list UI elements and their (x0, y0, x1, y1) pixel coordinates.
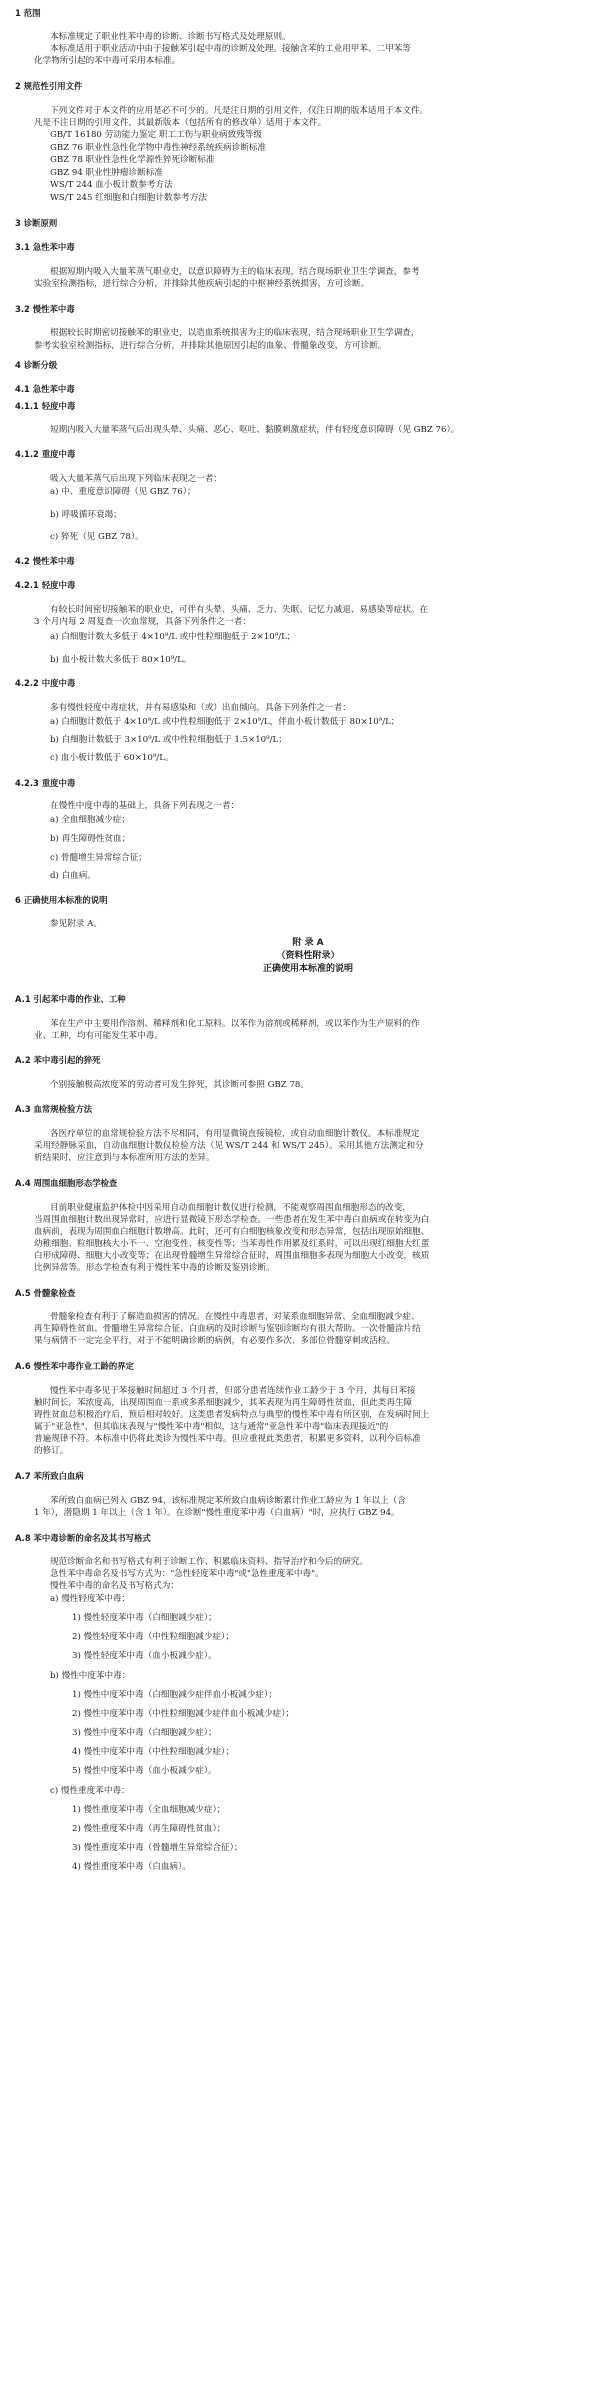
text-line: a) 白细胞计数低于 4×10⁹/L 或中性粒细胞低于 2×10⁹/L，伴血小板计数低于 80×10⁹/L； (50, 717, 400, 727)
text-line: 3) 慢性轻度苯中毒（血小板减少症）。 (72, 1651, 217, 1661)
text-line: 骨髓象检查有利于了解造血损害的情况。在慢性中毒患者，对某系血细胞异常、全血细胞减少症、 (50, 1312, 420, 1322)
section-heading: 4.1.2 重度中毒 (15, 449, 76, 459)
text-line: b) 血小板计数大多低于 80×10⁹/L。 (50, 655, 192, 665)
section-heading: 3.1 急性苯中毒 (15, 242, 75, 252)
text-line: 幼稚细胞、粒细胞核大小不一、空泡变性、核变性等；当苯毒性作用累及红系时，可以出现红细胞大红蛋 (34, 1239, 430, 1249)
text-line: 1 年），潜隐期 1 年以上（含 1 年）。在诊断"慢性重度苯中毒（白血病）"时，应执行 GBZ 94。 (34, 1508, 400, 1518)
text-line: 1) 慢性轻度苯中毒（白细胞减少症）； (72, 1613, 217, 1623)
text-line: a) 中、重度意识障碍（见 GBZ 76）； (50, 487, 196, 497)
text-line: 属于"亚急性"，但其临床表现与"慢性苯中毒"相似，这与通常"亚急性苯中毒"临床表现接近"的 (34, 1422, 389, 1432)
section-heading: 1 范围 (15, 8, 41, 18)
text-line: 触时间长，苯浓度高，出现周围血一系或多系细胞减少，其苯表现为再生障碍性贫血，但此类再生障 (34, 1398, 413, 1408)
text-line: b) 呼吸循环衰竭； (50, 510, 122, 520)
text-line: 根据较长时期密切接触苯的职业史，以造血系统损害为主的临床表现，结合现场职业卫生学调查， (50, 328, 420, 338)
section-heading: 4.1 急性苯中毒 (15, 384, 75, 394)
text-line: 多有慢性轻度中毒症状，并有易感染和（或）出血倾向。具备下列条件之一者： (50, 703, 351, 713)
text-line: GBZ 78 职业性急性化学源性猝死诊断标准 (50, 155, 215, 165)
text-line: 1) 慢性中度苯中毒（白细胞减少症伴血小板减少症）； (72, 1690, 277, 1700)
section-heading: 3.2 慢性苯中毒 (15, 304, 75, 314)
text-line: WS/T 245 红细胞和白细胞计数参考方法 (50, 193, 207, 203)
text-line: 业、工种，均有可能发生苯中毒。 (34, 1031, 163, 1041)
text-line: 短期内吸入大量苯蒸气后出现头晕、头痛、恶心、呕吐、黏膜刺激症状，伴有轻度意识障碍（见 GBZ 76）。 (50, 425, 460, 435)
text-line: 在慢性中度中毒的基础上，具备下列表现之一者： (50, 801, 240, 811)
section-heading: A.6 慢性苯中毒作业工龄的界定 (15, 1361, 135, 1371)
text-line: 规范诊断命名和书写格式有利于诊断工作、积累临床资料、指导治疗和今后的研究。 (50, 1557, 368, 1567)
section-heading: 4.2.2 中度中毒 (15, 678, 76, 688)
section-heading: A.2 苯中毒引起的猝死 (15, 1055, 101, 1065)
text-line: 果与病情不一定完全平行，对于不能明确诊断的病例，有必要作多次、多部位骨髓穿刺或活检。 (34, 1336, 395, 1346)
appendix-title: （资料性附录） (276, 951, 340, 961)
text-line: 苯所致白血病已列入 GBZ 94，该标准规定苯所致白血病诊断累计作业工龄应为 1 年以上（含 (50, 1496, 406, 1506)
text-line: 4) 慢性中度苯中毒（中性粒细胞减少症）； (72, 1747, 234, 1757)
section-heading: A.7 苯所致白血病 (15, 1471, 84, 1481)
text-line: 化学物所引起的苯中毒可采用本标准。 (34, 56, 181, 66)
text-line: 本标准适用于职业活动中由于接触苯引起中毒的诊断及处理。接触含苯的工业用甲苯、二甲苯等 (50, 44, 411, 54)
text-line: 2) 慢性中度苯中毒（中性粒细胞减少症伴血小板减少症）； (72, 1709, 295, 1719)
text-line: d) 白血病。 (50, 871, 96, 881)
text-line: 参考实验室检测指标，进行综合分析，并排除其他原因引起的血象、骨髓象改变，方可诊断。 (34, 341, 387, 351)
section-heading: 6 正确使用本标准的说明 (15, 895, 108, 905)
text-line: WS/T 244 血小板计数参考方法 (50, 180, 173, 190)
text-line: c) 骨髓增生异常综合征； (50, 853, 147, 863)
text-line: 4) 慢性重度苯中毒（白血病）。 (72, 1862, 191, 1872)
text-line: GBZ 94 职业性肿瘤诊断标准 (50, 168, 163, 178)
text-line: 参见附录 A。 (50, 919, 102, 929)
appendix-title: 正确使用本标准的说明 (262, 964, 353, 974)
text-line: 实验室检测指标，进行综合分析，并排除其他疾病引起的中枢神经系统损害，方可诊断。 (34, 279, 370, 289)
text-line: 个别接触极高浓度苯的劳动者可发生猝死，其诊断可参照 GBZ 78。 (50, 1080, 309, 1090)
text-line: 凡是不注日期的引用文件，其最新版本（包括所有的修改单）适用于本文件。 (34, 118, 327, 128)
text-line: 有较长时间密切接触苯的职业史，可伴有头晕、头痛、乏力、失眠、记忆力减退、易感染等症状。在 (50, 605, 429, 615)
text-line: 白形成障碍、细胞大小改变等；在出现骨髓增生异常综合征时，周围血细胞多表现为细胞大小改变，核质 (34, 1251, 430, 1261)
section-heading: 4.2.1 轻度中毒 (15, 580, 76, 590)
section-heading: 4.2 慢性苯中毒 (15, 556, 75, 566)
text-line: 3) 慢性中度苯中毒（白细胞减少症）； (72, 1728, 217, 1738)
text-line: 采用经静脉采血，自动血细胞计数仪检验方法（见 WS/T 244 和 WS/T 245）。采用其他方法测定和分 (34, 1141, 424, 1151)
section-heading: 3 诊断原则 (15, 218, 58, 228)
text-line: a) 白细胞计数大多低于 4×10⁹/L 或中性粒细胞低于 2×10⁹/L； (50, 632, 296, 642)
text-line: 各医疗单位的血常规检验方法不尽相同，有用显微镜直接镜检，或自动血细胞计数仪。本标准规定 (50, 1129, 420, 1139)
text-line: 根据短期内吸入大量苯蒸气职业史，以意识障碍为主的临床表现，结合现场职业卫生学调查，参考 (50, 267, 420, 277)
section-heading: 4.2.3 重度中毒 (15, 778, 76, 788)
text-line: b) 再生障碍性贫血； (50, 834, 131, 844)
text-line: 1) 慢性重度苯中毒（全血细胞减少症）； (72, 1805, 226, 1815)
text-line: 急性苯中毒命名及书写方式为："急性轻度苯中毒"或"急性重度苯中毒"。 (50, 1569, 324, 1579)
text-line: c) 猝死（见 GBZ 78）。 (50, 532, 144, 542)
text-line: 2) 慢性轻度苯中毒（中性粒细胞减少症）； (72, 1632, 234, 1642)
text-line: GB/T 16180 劳动能力鉴定 职工工伤与职业病致残等级 (50, 130, 263, 140)
text-line: b) 慢性中度苯中毒： (50, 1671, 131, 1681)
text-line: 慢性苯中毒的命名及书写格式为： (50, 1581, 179, 1591)
text-line: 再生障碍性贫血、骨髓增生异常综合征、白血病的及时诊断与鉴别诊断均有很大帮助。一次骨髓涂片结 (34, 1324, 421, 1334)
text-line: b) 白细胞计数低于 3×10⁹/L 或中性粒细胞低于 1.5×10⁹/L； (50, 735, 287, 745)
text-line: 的修订。 (34, 1446, 69, 1456)
text-line: 3) 慢性重度苯中毒（骨髓增生异常综合征）； (72, 1843, 243, 1853)
text-line: a) 全血细胞减少症； (50, 815, 130, 825)
text-line: 比例异常等。形态学检查有利于慢性苯中毒的诊断及鉴别诊断。 (34, 1263, 275, 1273)
text-line: 苯在生产中主要用作溶剂、稀释剂和化工原料。以苯作为溶剂或稀释剂，或以苯作为生产原料的作 (50, 1019, 420, 1029)
text-line: 当周围血细胞计数出现异常时，应进行显微镜下形态学检查。一些患者在发生苯中毒白血病或在转变为白 (34, 1215, 430, 1225)
text-line: c) 血小板计数低于 60×10⁹/L。 (50, 753, 174, 763)
section-heading: 4 诊断分级 (15, 360, 58, 370)
text-line: 吸入大量苯蒸气后出现下列临床表现之一者： (50, 474, 222, 484)
text-line: 本标准规定了职业性苯中毒的诊断、诊断书写格式及处理原则。 (50, 32, 291, 42)
text-line: 3 个月内每 2 周复查一次血常规，具备下列条件之一者： (34, 617, 251, 627)
section-heading: A.1 引起苯中毒的作业、工种 (15, 994, 126, 1004)
appendix-title: 附 录 A (292, 938, 324, 948)
text-line: 目前职业健康监护体检中因采用自动血细胞计数仪进行检测，不能观察周围血细胞形态的改变， (50, 1203, 411, 1213)
section-heading: 4.1.1 轻度中毒 (15, 401, 76, 411)
text-line: 析结果时，应注意到与本标准所用方法的差异。 (34, 1153, 215, 1163)
section-heading: A.5 骨髓象检查 (15, 1288, 76, 1298)
text-line: 下列文件对于本文件的应用是必不可少的。凡是注日期的引用文件，仅注日期的版本适用于本文件。 (50, 106, 429, 116)
section-heading: A.8 苯中毒诊断的命名及其书写格式 (15, 1533, 151, 1543)
text-line: 5) 慢性中度苯中毒（血小板减少症）。 (72, 1766, 217, 1776)
text-line: a) 慢性轻度苯中毒： (50, 1594, 130, 1604)
text-line: 碍性贫血总积极治疗后，预后相对较好。这类患者发病特点与典型的慢性苯中毒有所区别，在发病时间上 (34, 1410, 430, 1420)
text-line: 2) 慢性重度苯中毒（再生障碍性贫血）； (72, 1824, 226, 1834)
section-heading: 2 规范性引用文件 (15, 81, 83, 91)
section-heading: A.4 周围血细胞形态学检查 (15, 1178, 118, 1188)
text-line: 血病前，表现为周围血白细胞计数增高。此时，还可有白细胞核象改变和形态异常，包括出现原始细胞、 (34, 1227, 430, 1237)
text-line: GBZ 76 职业性急性化学物中毒性神经系统疾病诊断标准 (50, 143, 267, 153)
section-heading: A.3 血常规检验方法 (15, 1104, 93, 1114)
text-line: c) 慢性重度苯中毒： (50, 1786, 130, 1796)
text-line: 普遍规律不符。本标准中仍将此类诊为慢性苯中毒。但应重视此类患者，积累更多资料，以利今后标准 (34, 1434, 421, 1444)
text-line: 慢性苯中毒多见于苯接触时间超过 3 个月者，但部分患者连续作业工龄少于 3 个月，其每日苯接 (50, 1386, 416, 1396)
